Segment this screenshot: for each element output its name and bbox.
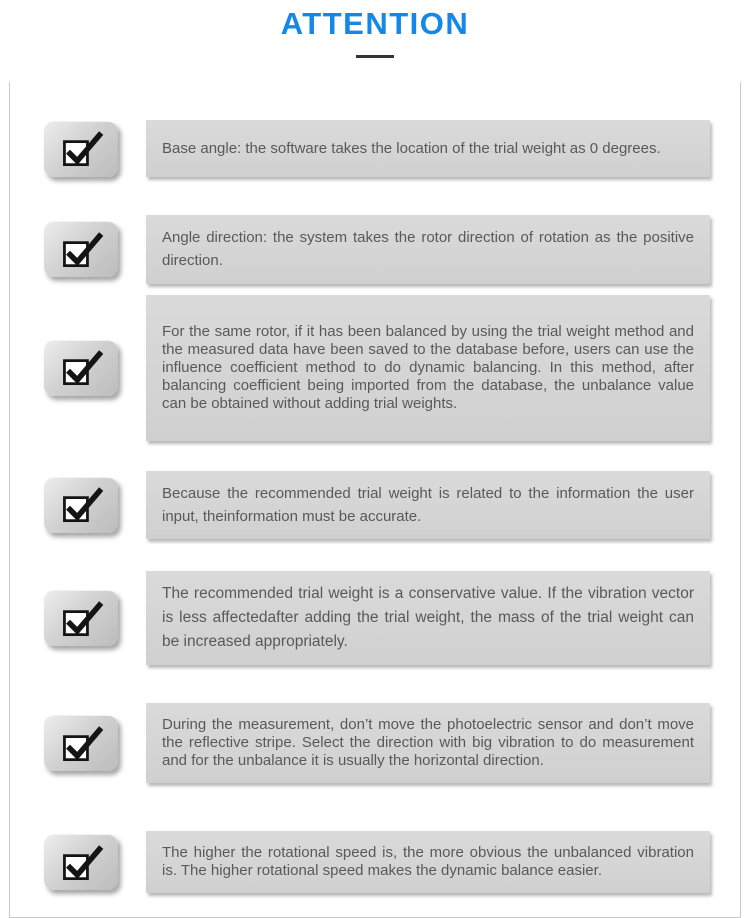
note-text-box (146, 120, 710, 177)
note-text-box (146, 571, 710, 665)
checkmark-glyph (58, 485, 104, 525)
note-row (44, 571, 710, 665)
note-row (44, 215, 710, 284)
note-row (44, 295, 710, 441)
notes-panel (9, 82, 741, 918)
note-text: The recommended trial weight is a conservative value. If the vibration vector is less affectedafter adding the trial weight, the mass of the trial weight can be increased appropriately. (162, 585, 694, 651)
page-title: ATTENTION (280, 6, 470, 41)
checkmark-glyph (58, 599, 104, 639)
note-text-box (146, 831, 710, 893)
note-text: The higher the rotational speed is, the more obvious the unbalanced vibration is. The higher rotational speed makes the dynamic balance easier. (162, 844, 694, 880)
checkbox-checked-icon (44, 715, 118, 771)
note-row (44, 471, 710, 540)
note-text-box (146, 703, 710, 783)
checkbox-checked-icon (44, 477, 118, 533)
note-text: Angle direction: the system takes the rotor direction of rotation as the positive direction. (162, 229, 694, 270)
title-underline (356, 55, 394, 58)
note-text: Base angle: the software takes the location of the trial weight as 0 degrees. (162, 139, 661, 157)
note-text-box (146, 295, 710, 441)
checkmark-glyph (58, 843, 104, 883)
note-row (44, 703, 710, 783)
note-row (44, 120, 710, 177)
note-text: During the measurement, don’t move the photoelectric sensor and don’t move the reflective stripe. Select the direction with big vibration to do measurement and for the unbalance it is usually the horizontal direction. (162, 716, 694, 770)
checkmark-glyph (58, 724, 104, 764)
checkmark-glyph (58, 129, 104, 169)
note-text: For the same rotor, if it has been balanced by using the trial weight method and the measured data have been saved to the database before, users can use the influence coefficient method to do dynamic balancing. In this method, after balancing coefficient being imported from the database, the unbalance value can be obtained without adding trial weights. (162, 322, 694, 412)
checkbox-checked-icon (44, 121, 118, 177)
checkbox-checked-icon (44, 221, 118, 277)
checkmark-glyph (58, 230, 104, 270)
note-text-box (146, 215, 710, 284)
checkbox-checked-icon (44, 590, 118, 646)
checkbox-checked-icon (44, 340, 118, 396)
page-header (0, 0, 750, 58)
note-text-box (146, 471, 710, 540)
checkmark-glyph (58, 348, 104, 388)
checkbox-checked-icon (44, 834, 118, 890)
note-row (44, 831, 710, 893)
note-text: Because the recommended trial weight is related to the information the user input, theinformation must be accurate. (162, 484, 694, 525)
